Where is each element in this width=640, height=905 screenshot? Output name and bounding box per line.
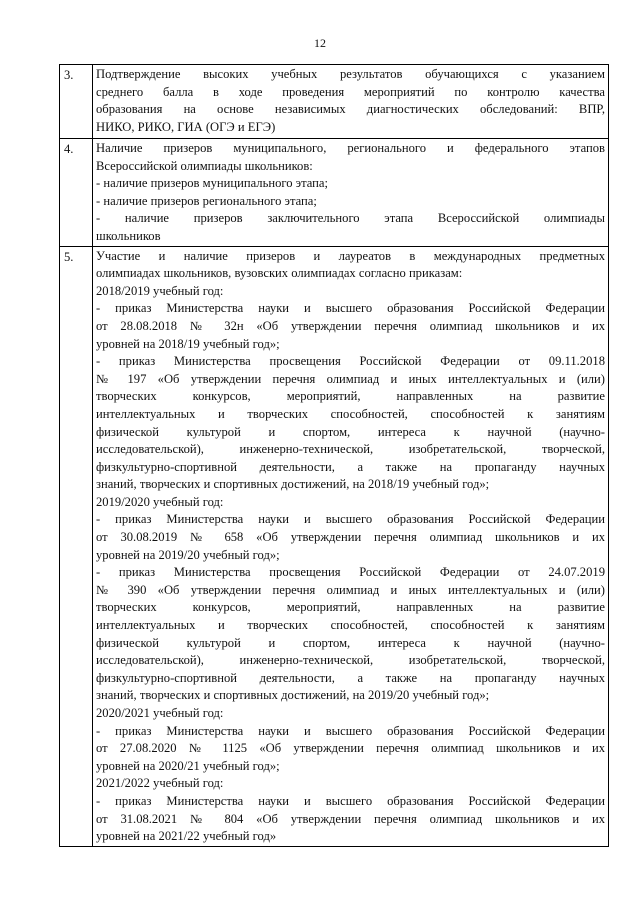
text-line: знаний, творческих и спортивных достижений, на 2018/19 учебный год»; bbox=[96, 477, 490, 492]
text-line: 2018/2019 учебный год: bbox=[96, 283, 224, 298]
text-line: физкультурно-спортивной деятельности, а также на пропаганду научных bbox=[96, 670, 605, 685]
text-line: НИКО, РИКО, ГИА (ОГЭ и ЕГЭ) bbox=[96, 119, 276, 134]
text-line: - приказ Министерства науки и высшего образования Российской Федерации bbox=[96, 793, 605, 808]
text-line: знаний, творческих и спортивных достижений, на 2019/20 учебный год»; bbox=[96, 688, 490, 703]
row-number: 5. bbox=[60, 246, 93, 846]
text-line: интеллектуальных и творческих способностей, способностей к занятиям bbox=[96, 618, 605, 633]
row-content bbox=[93, 139, 609, 247]
text-line: № 390 «Об утверждении перечня олимпиад и иных интеллектуальных и (или) bbox=[96, 582, 605, 597]
text-line: 2021/2022 учебный год: bbox=[96, 776, 224, 791]
text-line: Подтверждение высоких учебных результатов обучающихся с указанием bbox=[96, 67, 605, 81]
text-line: образования на основе независимых диагностических обследований: ВПР, bbox=[96, 102, 605, 117]
text-line: среднего балла в ходе проведения мероприятий по контролю качества bbox=[96, 84, 605, 99]
text-line: интеллектуальных и творческих способностей, способностей к занятиям bbox=[96, 406, 605, 421]
text-line: от 30.08.2019 № 658 «Об утверждении перечня олимпиад школьников и их bbox=[96, 530, 605, 545]
text-line: - приказ Министерства науки и высшего образования Российской Федерации bbox=[96, 723, 605, 738]
text-line: Наличие призеров муниципального, регионального и федерального этапов bbox=[96, 141, 605, 155]
text-line: - наличие призеров заключительного этапа Всероссийской олимпиады bbox=[96, 211, 605, 226]
text-line: от 31.08.2021 № 804 «Об утверждении перечня олимпиад школьников и их bbox=[96, 811, 605, 826]
table-row bbox=[60, 139, 609, 247]
text-line: - приказ Министерства просвещения Российской Федерации от 24.07.2019 bbox=[96, 565, 605, 580]
row-number: 3. bbox=[60, 65, 93, 139]
text-line: от 27.08.2020 № 1125 «Об утверждении перечня олимпиад школьников и их bbox=[96, 741, 605, 756]
table-row bbox=[60, 246, 609, 846]
text-line: уровней на 2020/21 учебный год»; bbox=[96, 758, 280, 773]
row-content bbox=[93, 65, 609, 139]
text-line: - приказ Министерства просвещения Российской Федерации от 09.11.2018 bbox=[96, 354, 605, 369]
text-line: 2019/2020 учебный год: bbox=[96, 494, 224, 509]
text-line: - приказ Министерства науки и высшего образования Российской Федерации bbox=[96, 301, 605, 316]
text-line: школьников bbox=[96, 228, 161, 243]
text-line: физической культурой и спортом, интереса к научной (научно- bbox=[96, 635, 605, 650]
row-content bbox=[93, 246, 609, 846]
text-line: физкультурно-спортивной деятельности, а также на пропаганду научных bbox=[96, 459, 605, 474]
text-line: творческих конкурсов, мероприятий, направленных на развитие bbox=[96, 389, 605, 404]
text-line: 2020/2021 учебный год: bbox=[96, 706, 224, 720]
text-line: исследовательской), инженерно-технической, изобретательской, творческой, bbox=[96, 653, 605, 668]
text-line: № 197 «Об утверждении перечня олимпиад и иных интеллектуальных и (или) bbox=[96, 371, 605, 386]
row-number: 4. bbox=[60, 139, 93, 247]
text-line: от 28.08.2018 № 32н «Об утверждении перечня олимпиад школьников и их bbox=[96, 318, 605, 333]
text-line: - приказ Министерства науки и высшего образования Российской Федерации bbox=[96, 512, 605, 527]
page-number: 12 bbox=[314, 36, 326, 50]
text-line: олимпиадах школьников, вузовских олимпиадах согласно приказам: bbox=[96, 266, 463, 281]
text-line: творческих конкурсов, мероприятий, направленных на развитие bbox=[96, 600, 605, 615]
text-line: - наличие призеров регионального этапа; bbox=[96, 193, 317, 208]
text-line: уровней на 2018/19 учебный год»; bbox=[96, 336, 280, 351]
text-line: уровней на 2021/22 учебный год» bbox=[96, 829, 277, 844]
text-line: Участие и наличие призеров и лауреатов в международных предметных bbox=[96, 248, 605, 263]
text-line: уровней на 2019/20 учебный год»; bbox=[96, 547, 280, 562]
text-line: физической культурой и спортом, интереса к научной (научно- bbox=[96, 424, 605, 439]
text-line: исследовательской), инженерно-технической, изобретательской, творческой, bbox=[96, 442, 605, 457]
text-line: - наличие призеров муниципального этапа; bbox=[96, 176, 328, 191]
criteria-table bbox=[59, 64, 609, 847]
table-row bbox=[60, 65, 609, 139]
text-line: Всероссийской олимпиады школьников: bbox=[96, 158, 313, 173]
